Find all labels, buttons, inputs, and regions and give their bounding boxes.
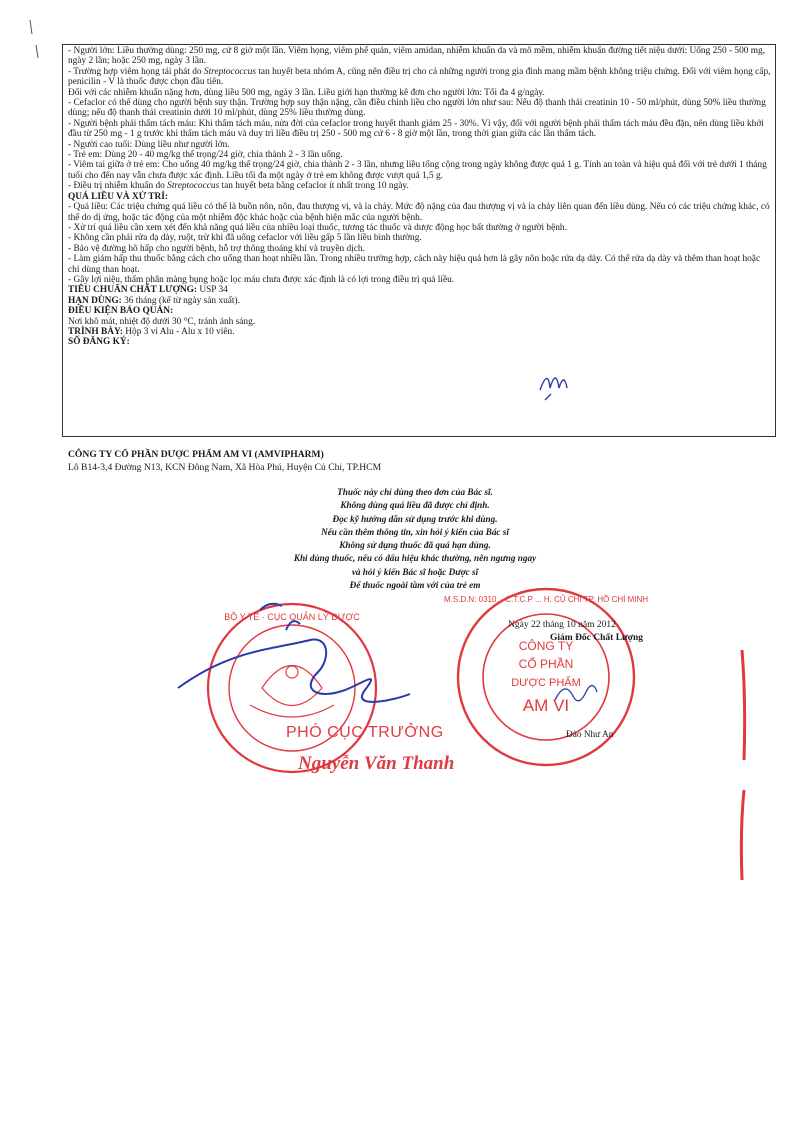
line-diuresis: - Gây lợi niệu, thẩm phân màng bụng hoặc lọc máu chưa được xác định là có lợi trong điều trị quá liều. [68, 274, 455, 285]
company-stamp-line: AM VI [522, 696, 570, 715]
line-airway: - Bảo vệ đường hô hấp cho người bệnh, hỗ trợ thông thoáng khí và truyền dịch. [68, 243, 365, 254]
director-name: Đào Như An [566, 730, 614, 740]
line-quality-standard: TIÊU CHUẨN CHẤT LƯỢNG: USP 34 [68, 285, 228, 296]
warning-line: và hỏi ý kiến Bác sĩ hoặc Dược sĩ [351, 566, 479, 577]
warning-line: Không sử dụng thuốc đã quá hạn dùng. [339, 540, 491, 551]
line-gastric-lavage: - Không cần phải rửa dạ dày, ruột, trừ khi đã uống cefaclor với liều gấp 5 lần liều bình thường. [68, 233, 422, 244]
edge-red-mark [741, 650, 744, 880]
warning-line: Không dùng quá liều đã được chỉ định. [340, 500, 490, 511]
line-strep-duration: - Điều trị nhiễm khuẩn do Streptococcus tan huyết beta bằng cefaclor ít nhất trong 10 ngày. [68, 181, 409, 192]
company-address: Lô B14-3,4 Đường N13, KCN Đông Nam, Xã Hòa Phú, Huyện Củ Chi, TP.HCM [68, 462, 382, 473]
line-strep-relapse: - Trường hợp viêm họng tái phát do Streptococcus tan huyết beta nhóm A, cũng nên điều trị cho cả những người trong gia đình mang mầm bệnh không triệu chứng. Đối với viêm họng cấp, penicilin - V là thuốc được chọn đầu tiên. [68, 66, 771, 88]
line-charcoal: - Làm giảm hấp thu thuốc bằng cách cho uống than hoạt nhiều lần. Trong nhiều trường hợp, cách này hiệu quả hơn là gây nôn hoặc rửa dạ dày. Có thể rửa dạ dày và thêm than hoạt hoặc chỉ dùng than hoạt. [68, 254, 761, 275]
company-stamp-ring-text: M.S.D.N: 0310... C.T.C.P ... H. CỦ CHI TP. HỒ CHÍ MINH [443, 595, 649, 604]
line-packaging: TRÌNH BÀY: Hộp 3 vỉ Alu - Alu x 10 viên. [68, 326, 235, 337]
deputy-name: Nguyễn Văn Thanh [298, 753, 455, 774]
company-stamp-line: CỔ PHẦN [518, 657, 574, 671]
line-storage: Nơi khô mát, nhiệt độ dưới 30 °C, tránh ánh sáng. [68, 316, 256, 327]
line-otitis: - Viêm tai giữa ở trẻ em: Cho uống 40 mg/kg thể trọng/24 giờ, chia thành 2 - 3 lần, nhưng liều tổng cộng trong ngày không được quá 1 g. Tính an toàn và hiệu quả đối với trẻ dưới 1 tháng tuổi cho đến nay vẫn chưa được xác định. Liều tối đa một ngày ở trẻ em không được vượt quá 1,5 g. [68, 160, 767, 181]
company-stamp-line: CÔNG TY [518, 639, 574, 653]
line-overdose-management: - Xử trí quá liều cần xem xét đến khả năng quá liều của nhiều loại thuốc, tương tác thuốc và dược động học bất thường ở người bệnh. [68, 222, 567, 233]
line-children: - Trẻ em: Dùng 20 - 40 mg/kg thể trọng/24 giờ, chia thành 2 - 3 lần uống. [68, 150, 343, 161]
warning-line: Đọc kỹ hướng dẫn sử dụng trước khi dùng. [332, 513, 498, 524]
company-stamp [444, 589, 648, 765]
company-name: CÔNG TY CỔ PHẦN DƯỢC PHẨM AM VI (AMVIPHARM) [68, 449, 324, 460]
warning-line: Nếu cần thêm thông tin, xin hỏi ý kiến của Bác sĩ [321, 526, 509, 537]
heading-registration: SỐ ĐĂNG KÝ: [68, 337, 130, 348]
initials-signature [540, 378, 567, 400]
line-severe-infection: Đối với các nhiễm khuẩn nặng hơn, dùng liều 500 mg, ngày 3 lần. Liều giới hạn thường kê đơn cho người lớn: Tối đa 4 g/ngày. [68, 87, 545, 98]
line-elderly: - Người cao tuổi: Dùng liều như người lớn. [68, 139, 230, 150]
corner-mark [30, 20, 38, 58]
line-shelf-life: HẠN DÙNG: 36 tháng (kể từ ngày sản xuất). [68, 295, 240, 306]
line-overdose-symptoms: - Quá liều: Các triệu chứng quá liều có thể là buồn nôn, nôn, đau thượng vị, và ỉa chảy. Mức độ nặng của đau thượng vị và ỉa chảy liên quan đến liều dùng. Nếu có các triệu chứng khác, có thể do dị ứng, hoặc tác động của một nhiễm độc khác hoặc của bệnh hiện mắc của người bệnh. [68, 202, 770, 223]
heading-storage: ĐIỀU KIỆN BẢO QUẢN: [68, 306, 174, 317]
warning-line: Để thuốc ngoài tầm với của trẻ em [349, 580, 481, 591]
line-dialysis: - Người bệnh phải thẩm tách máu: Khi thẩm tách máu, nửa đời của cefaclor trong huyết thanh giảm 25 - 30%. Vì vậy, đối với người bệnh phải thẩm tách máu đều đặn, nên dùng liều khởi đầu từ 250 mg - 1 g trước khi thẩm tách máu và duy trì liều điều trị 250 - 500 mg cứ 6 - 8 giờ một lần, trong thời gian giữa các lần thẩm tách. [68, 118, 764, 140]
company-stamp-line: DƯỢC PHẨM [511, 677, 581, 689]
director-title: Giám Đốc Chất Lượng [550, 633, 644, 643]
deputy-title: PHÓ CỤC TRƯỞNG [286, 724, 444, 741]
heading-overdose: QUÁ LIỀU VÀ XỬ TRÍ: [68, 191, 169, 202]
line-adult-dose: - Người lớn: Liều thường dùng: 250 mg, cứ 8 giờ một lần. Viêm họng, viêm phế quản, viêm amidan, nhiễm khuẩn da và mô mềm, nhiễm khuẩn đường tiết niệu dưới: Uống 250 - 500 mg, ngày 2 lần; hoặc 250 mg, ngày 3 lần. [68, 46, 766, 67]
agency-stamp-ring-text: BỘ Y TẾ · CỤC QUẢN LÝ DƯỢC [224, 612, 360, 622]
warning-line: Khi dùng thuốc, nếu có dấu hiệu khác thường, nên ngưng ngay [293, 553, 537, 564]
warning-line: Thuốc này chỉ dùng theo đơn của Bác sĩ. [337, 487, 493, 497]
line-renal: - Cefaclor có thể dùng cho người bệnh suy thận. Trường hợp suy thận nặng, cần điều chỉnh liều cho người lớn như sau: Nếu độ thanh thải creatinin 10 - 50 ml/phút, dùng 50% liều thường dùng; nếu độ thanh thải creatinin dưới 10 ml/phút, dùng 25% liều thường dùng. [68, 98, 766, 119]
signoff-date: Ngày 22 tháng 10 năm 2012 [508, 620, 616, 630]
